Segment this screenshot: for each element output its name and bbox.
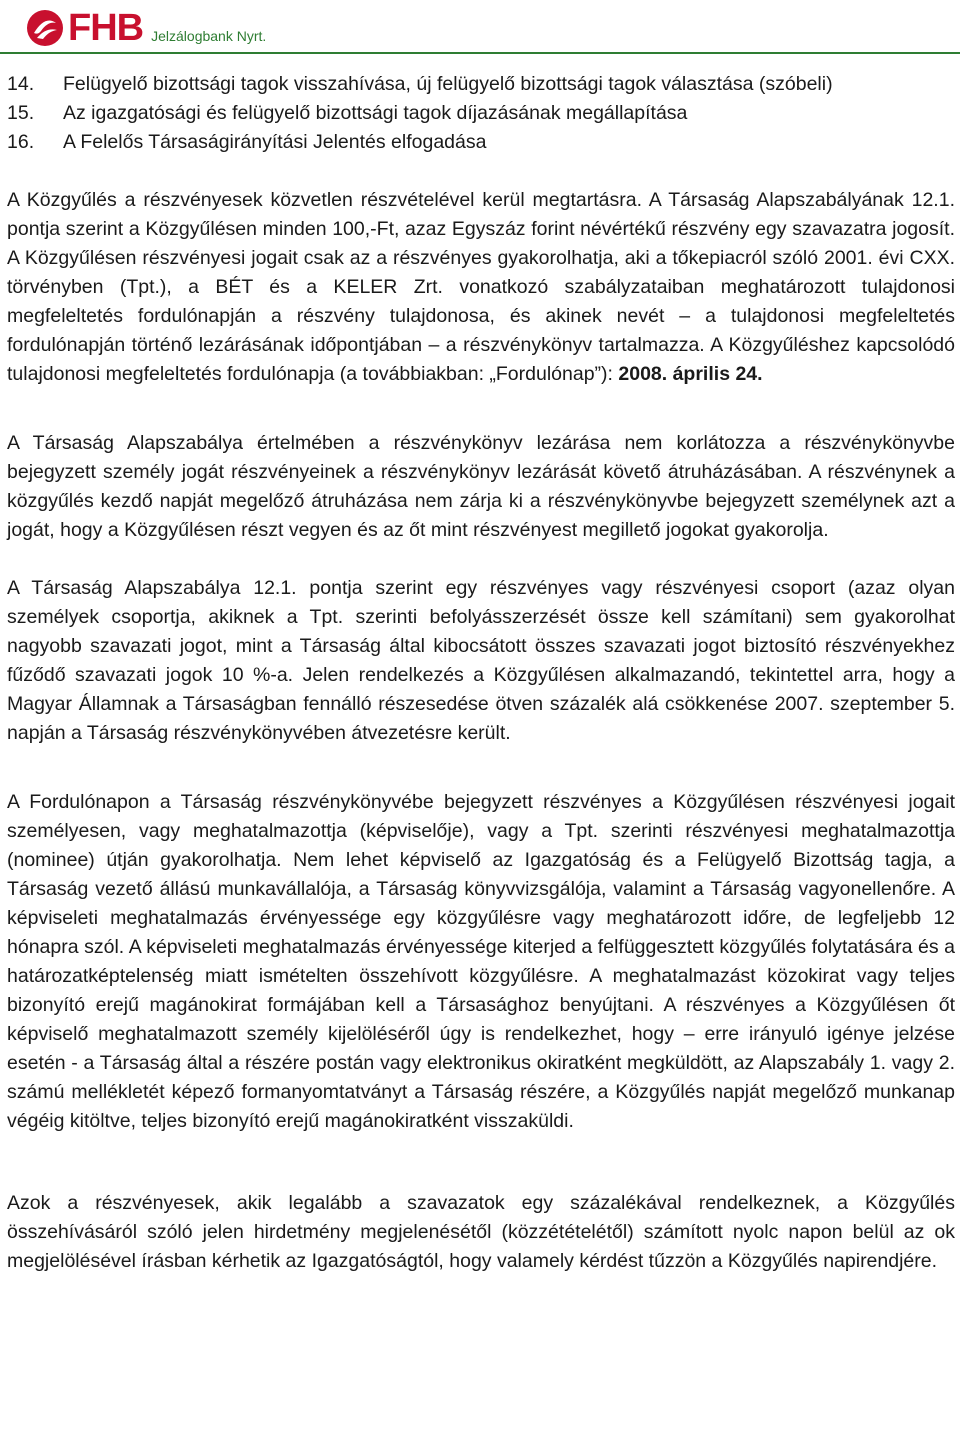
page-header (0, 0, 960, 56)
paragraph-meeting-rights (7, 186, 955, 389)
paragraph-share-register: A Társaság Alapszabálya értelmében a részvénykönyv lezárása nem korlátozza a részvénykönyvbe bejegyzett személy jogát részvényeinek a részvénykönyv lezárását követő átruházásában. A részvénynek a közgyűlés kezdő napját megelőző átruházása nem zárja ki a részvénykönyvbe bejegyzett személynek azt a jogát, hogy a Közgyűlésen részt vegyen és az őt mint részvényest megillető jogokat gyakorolja. (7, 432, 955, 541)
fhb-logo-emblem-icon (26, 9, 64, 47)
document-body (7, 70, 955, 1276)
paragraph-proxy: A Fordulónapon a Társaság részvénykönyvébe bejegyzett részvényes a Közgyűlésen részvényesi jogait személyesen, vagy meghatalmazottja (képviselője), vagy a Tpt. szerinti részvényesi meghatalmazottja (nominee) útján gyakorolhatja. Nem lehet képviselő az Igazgatóság és a Felügyelő Bizottság tagja, a Társaság vezető állású munkavállalója, a Társaság könyvvizsgálója, valamint a Társaság vagyonellenőre. A képviseleti meghatalmazás érvényessége egy közgyűlésre vagy meghatározott időre, de legfeljebb 12 hónapra szól. A képviseleti meghatalmazás érvényessége kiterjed a felfüggesztett közgyűlés folytatására és a határozatképtelenség miatt ismételten összehívott közgyűlésre. A meghatalmazást közokirat vagy teljes bizonyító erejű magánokirat formájában kell a Társasághoz benyújtani. A részvényes a Közgyűlésen őt képviselő meghatalmazott személy kijelöléséről úgy is rendelkezhet, hogy – erre irányuló igénye jelzése esetén - a Társaság által a részére postán vagy elektronikus okiratként megküldött, az Alapszabály 1. vagy 2. számú mellékletét képező formanyomtatványt a Társaság részére, a Közgyűlés napját megelőző munkanap végéig kitöltve, teljes bizonyító erejű magánokiratként visszaküldi. (7, 791, 955, 1132)
fhb-logo (26, 9, 266, 47)
agenda-item-text: A Felelős Társaságirányítási Jelentés elfogadása (63, 131, 487, 153)
agenda-item-number: 15. (7, 102, 35, 124)
agenda-item-number: 14. (7, 73, 35, 95)
agenda-item-number: 16. (7, 131, 35, 153)
paragraph-meeting-rights-text: A Közgyűlés a részvényesek közvetlen részvételével kerül megtartásra. A Társaság Alapszabályának 12.1. pontja szerint a Közgyűlésen minden 100,-Ft, azaz Egyszáz forint névértékű részvény egy szavazatra jogosít. A Közgyűlésen részvényesi jogait csak az a részvényes gyakorolhatja, aki a tőkepiacról szóló 2001. évi CXX. törvényben (Tpt.), a BÉT és a KELER Zrt. vonatkozó szabályzataiban meghatározott tulajdonosi megfeleltetés fordulónapján a részvény tulajdonosa, és akinek nevét – a tulajdonosi megfeleltetés fordulónapján történő lezárásának időpontjában – a részvénykönyv tartalmazza. A Közgyűléshez kapcsolódó tulajdonosi megfeleltetés fordulónapja (a továbbiakban: „Fordulónap”): (7, 189, 955, 385)
header-divider (0, 52, 960, 54)
logo-subtitle: Jelzálogbank Nyrt. (151, 28, 267, 44)
record-date: 2008. április 24. (618, 363, 763, 385)
logo-text: FHB (68, 7, 144, 49)
agenda-item-text: Felügyelő bizottsági tagok visszahívása, új felügyelő bizottsági tagok választása (szóbeli) (63, 73, 833, 95)
agenda-item (7, 99, 955, 128)
agenda-item (7, 70, 955, 99)
paragraph-voting-cap: A Társaság Alapszabálya 12.1. pontja szerint egy részvényes vagy részvényesi csoport (azaz olyan személyek csoportja, akiknek a Tpt. szerinti befolyásszerzését össze kell számítani) sem gyakorolhat nagyobb szavazati jogot, mint a Társaság által kibocsátott összes szavazati jogot biztosító részvényekhez fűződő szavazati jogok 10 %-a. Jelen rendelkezés a Közgyűlésen alkalmazandó, tekintettel arra, hogy a Magyar Államnak a Társaságban fennálló részesedése ötven százalék alá csökkenése 2007. szeptember 5. napján a Társaság részvénykönyvében átvezetésre került. (7, 577, 955, 744)
agenda-list (7, 70, 955, 157)
paragraph-agenda-request: Azok a részvényesek, akik legalább a szavazatok egy százalékával rendelkeznek, a Közgyűlés összehívásáról szóló jelen hirdetmény megjelenésétől (közzétételétől) számított nyolc napon belül az ok megjelölésével írásban kérhetik az Igazgatóságtól, hogy valamely kérdést tűzzön a Közgyűlés napirendjére. (7, 1192, 955, 1272)
agenda-item-text: Az igazgatósági és felügyelő bizottsági tagok díjazásának megállapítása (63, 102, 688, 124)
agenda-item (7, 128, 955, 157)
